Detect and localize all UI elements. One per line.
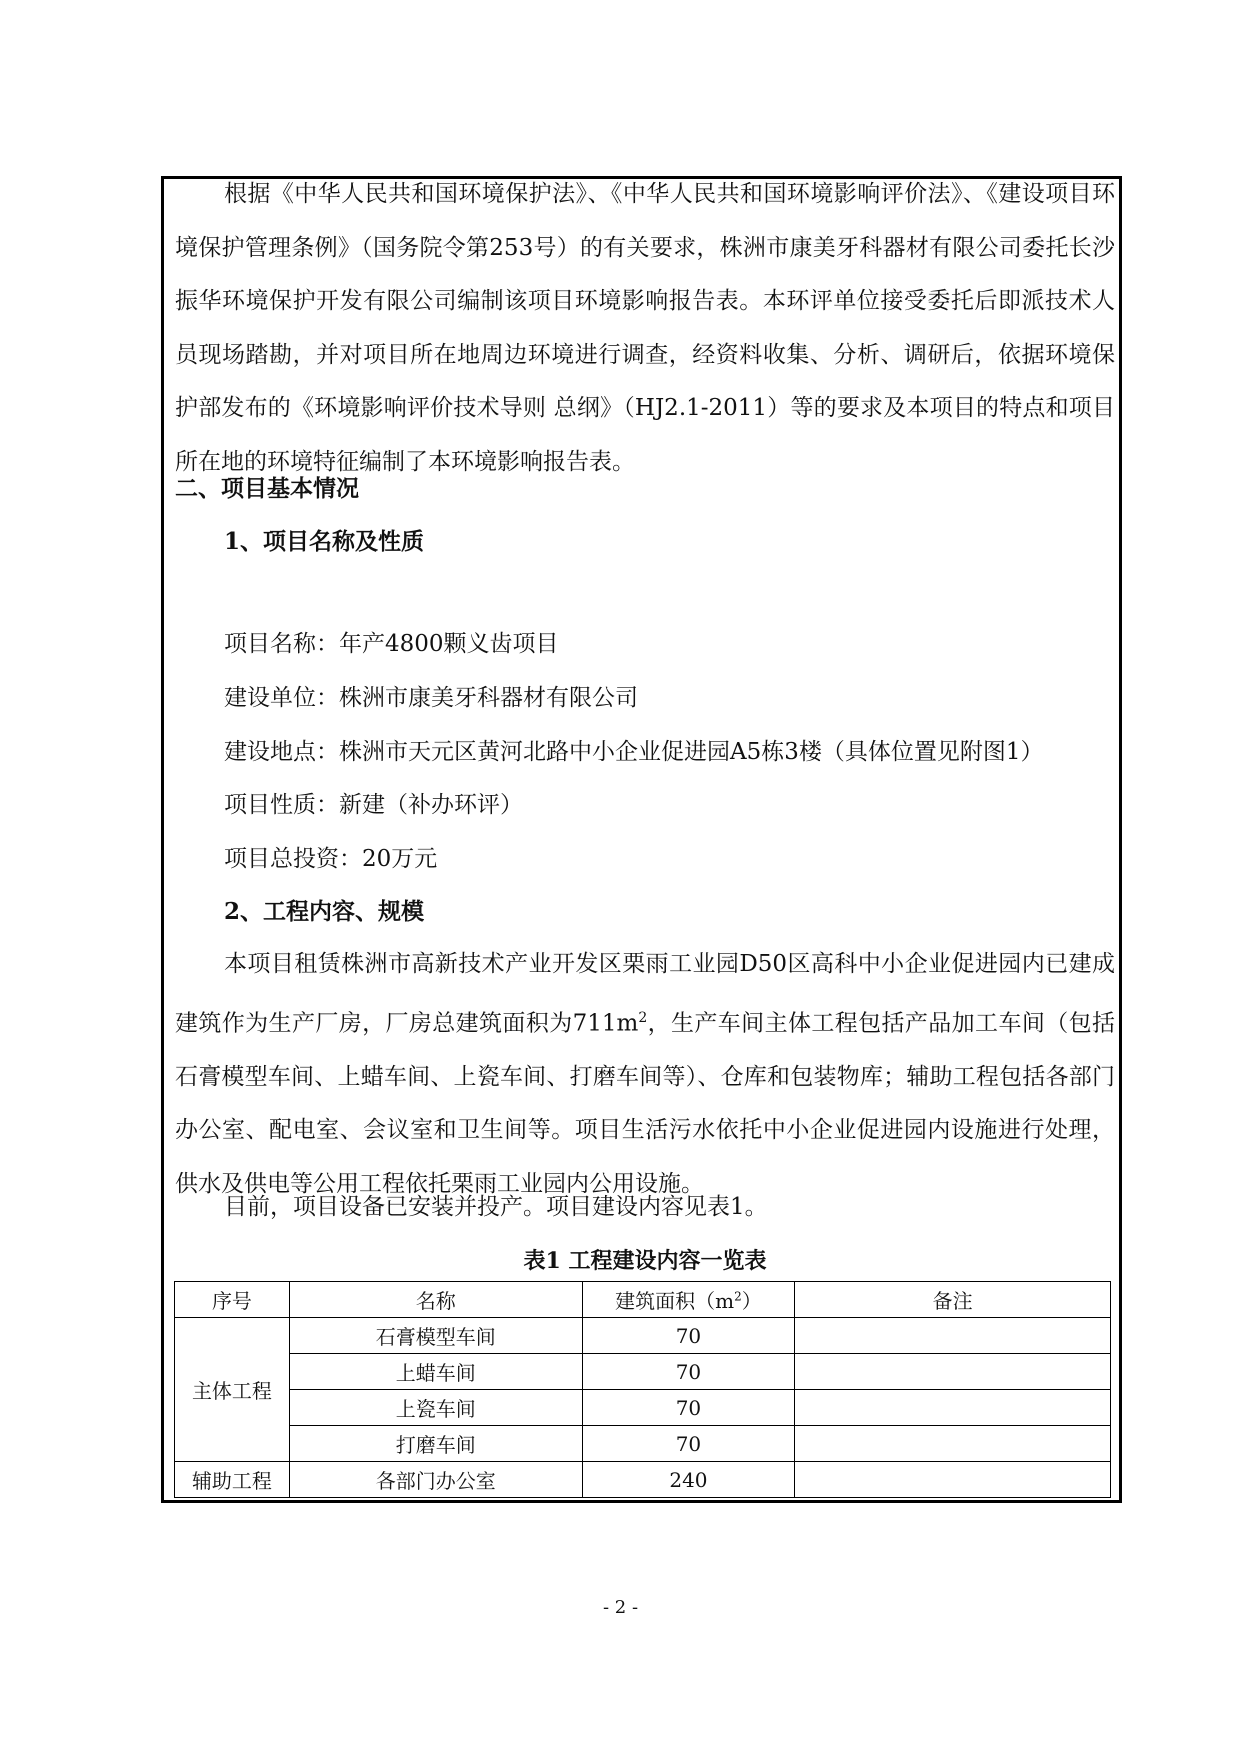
table-row [175,1390,1111,1426]
project-content-table [174,1281,1111,1498]
header-area: 建筑面积$(m^2)$ [582,1282,795,1318]
table-caption: 表1 工程建设内容一览表 [523,1248,767,1274]
construction-unit: 建设单位：株洲市康美牙科器材有限公司 [224,685,638,711]
header-no: 序号 [175,1282,290,1318]
table-header-row [175,1282,1111,1318]
cell-area: 70 [582,1426,795,1462]
cell-area: 70 [582,1318,795,1354]
header-note: 备注 [795,1282,1111,1318]
group-cell-aux: 辅助工程 [175,1462,290,1498]
section-title: 二、项目基本情况 [175,475,359,502]
cell-area: 240 [582,1462,795,1498]
table-row [175,1462,1111,1498]
subsection-title-1: 1、项目名称及性质 [224,528,425,555]
cell-note [795,1426,1111,1462]
cell-note [795,1318,1111,1354]
intro-paragraph: 根据《中华人民共和国环境保护法》、《中华人民共和国环境影响评价法》、《建设项目环境保护管理条例》（国务院令第253号）的有关要求，株洲市康美牙科器材有限公司委托长沙振华环境保护开发有限公司编制该项目环境影响报告表。本环评单位接受委托后即派技术人员现场踏勘，并对项目所在地周边环境进行调查，经资料收集、分析、调研后，依据环境保护部发布的《环境影响评价技术导则 总纲》（HJ2.1-2011）等的要求及本项目的特点和项目所在地的环境特征编制了本环境影响报告表。 [175,181,1115,475]
cell-name: 各部门办公室 [289,1462,582,1498]
cell-name: 上蜡车间 [289,1354,582,1390]
cell-note [795,1354,1111,1390]
page-number: - 2 - [602,1597,639,1618]
group-cell-main: 主体工程 [175,1318,290,1462]
total-investment: 项目总投资：20万元 [224,846,438,872]
project-name: 项目名称：年产4800颗义齿项目 [224,631,559,657]
table-row [175,1354,1111,1390]
cell-name: 上瓷车间 [289,1390,582,1426]
scope-paragraph: 本项目租赁株洲市高新技术产业开发区栗雨工业园D50区高科中小企业促进园内已建成建筑作为生产厂房，厂房总建筑面积为$711m^2$，生产车间主体工程包括产品加工车间（包括石膏模型车间、上蜡车间、上瓷车间、打磨车间等）、仓库和包装物库；辅助工程包括各部门办公室、配电室、会议室和卫生间等。项目生活污水依托中小企业促进园内设施进行处理，供水及供电等公用工程依托栗雨工业园内公用设施。 [175,951,1115,1197]
project-nature: 项目性质：新建（补办环评） [224,792,523,818]
status-text: 目前，项目设备已安装并投产。项目建设内容见表1。 [224,1194,768,1220]
cell-area: 70 [582,1354,795,1390]
cell-area: 70 [582,1390,795,1426]
subsection-title-2: 2、工程内容、规模 [224,898,425,925]
cell-name: 石膏模型车间 [289,1318,582,1354]
table-row [175,1426,1111,1462]
cell-note [795,1390,1111,1426]
table-row [175,1318,1111,1354]
construction-location: 建设地点：株洲市天元区黄河北路中小企业促进园A5栋3楼（具体位置见附图1） [224,739,1044,765]
cell-note [795,1462,1111,1498]
cell-name: 打磨车间 [289,1426,582,1462]
header-name: 名称 [289,1282,582,1318]
